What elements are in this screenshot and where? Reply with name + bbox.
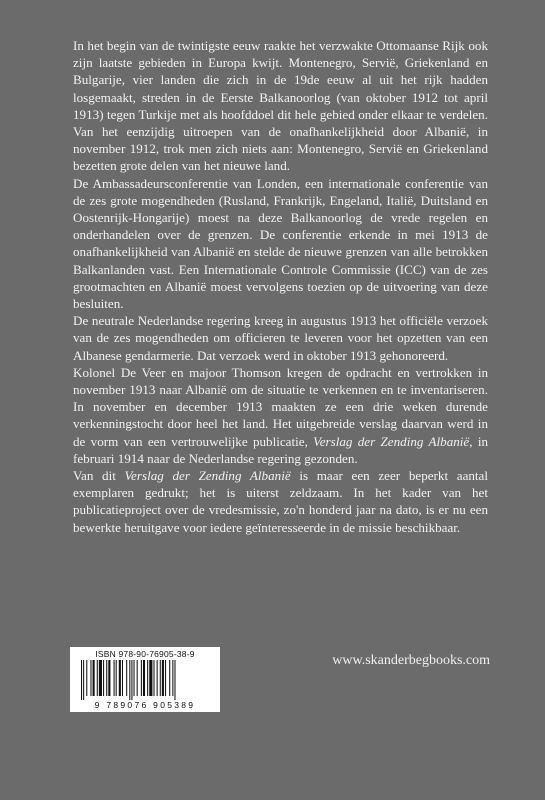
barcode-stripe [137, 660, 138, 696]
barcode-stripe [157, 660, 158, 696]
barcode-stripe [131, 660, 132, 700]
barcode-stripe [90, 660, 91, 696]
paragraph-4 [73, 364, 488, 467]
barcode-stripe [116, 660, 117, 696]
isbn-label: ISBN 978-90-76905-38-9 [95, 649, 195, 659]
barcode-stripe [99, 660, 102, 696]
paragraph-3: De neutrale Nederlandse regering kreeg in augustus 1913 het officiële verzoek van de zes mogendheden om officieren te leveren voor het opzetten van een Albanese gendarmerie. Dat verzoek werd in oktober 1913 gehonoreerd. [73, 313, 488, 363]
paragraph-4-end: , in februari 1914 naar de Nederlandse regering gezonden. [73, 433, 488, 466]
barcode-stripe [134, 660, 135, 696]
publisher-website: www.skanderbegbooks.com [332, 653, 490, 668]
barcode-stripe [126, 660, 127, 696]
barcode-stripe [114, 660, 115, 696]
paragraph-4-text: Kolonel De Veer en majoor Thomson kregen de opdracht en vertrokken in november 1913 naar Albanië om de situatie te verkennen en te inventariseren. In november en december 1913 maakten ze een drie weken durende verkenningstocht door heel het land. Het uitgebreide verslag daarvan werd in de vorm van een vertrouwelijke publicatie, [73, 364, 488, 449]
report-title-italic-2: Verslag der Zending Albanië [124, 468, 291, 484]
barcode-stripe [81, 660, 82, 700]
barcode-stripe [103, 660, 104, 696]
barcode-stripe [122, 660, 123, 696]
report-title-italic: Verslag der Zending Albanië [313, 433, 470, 449]
paragraph-5 [73, 467, 488, 536]
paragraph-1: In het begin van de twintigste eeuw raakte het verzwakte Ottomaanse Rijk ook zijn laatste gebieden in Europa kwijt. Montenegro, Servië, Griekenland en Bulgarije, vier landen die zich in de 19de eeuw al uit het rijk hadden losgemaakt, streden in de Eerste Balkanoorlog (van oktober 1912 tot april 1913) tegen Turkije met als hoofddoel dit hele gebied onder elkaar te verdelen. Van het eenzijdig uitroepen van de onafhankelijkheid door Albanië, in november 1912, trok men zich niets aan: Montenegro, Servië en Griekenland bezetten grote delen van het nieuwe land. [73, 38, 488, 174]
paragraph-2: De Ambassadeursconferentie van Londen, een internationale conferentie van de zes grote mogendheden (Rusland, Frankrijk, Engeland, Italië, Duitsland en Oostenrijk-Hongarije) moest na deze Balkanoorlog de vrede regelen en onderhandelen over de grenzen. De conferentie erkende in mei 1913 de onafhankelijkheid van Albanië en stelde de nieuwe grenzen van alle betrokken Balkanlanden vast. Een Internationale Controle Commissie (ICC) van de zes grootmachten en Albanië moest vervolgens toezien op de uitvoering van deze besluiten. [73, 175, 488, 312]
barcode-stripe [108, 660, 110, 696]
barcode-stripe [162, 660, 164, 696]
paragraph-5-end: is maar een zeer beperkt aantal exemplaren gedrukt; het is uiterst zeldzaam. In het kader van het publicatieproject over de vredesmissie, zo'n honderd jaar na dato, is er nu een bewerkte heruitgave voor iedere geïnteresseerde in de missie beschikbaar. [73, 468, 489, 535]
barcode-stripe [169, 660, 170, 696]
barcode-stripe [147, 660, 148, 696]
ean-digits: 9 789076 905389 [94, 700, 196, 710]
barcode-stripe [153, 660, 154, 696]
barcode-stripe [97, 660, 98, 696]
paragraph-5-start: Van dit [73, 468, 125, 484]
barcode-stripe [160, 660, 161, 696]
blurb-text [73, 37, 488, 536]
barcode-stripe [83, 660, 84, 700]
barcode-stripe [86, 660, 87, 696]
barcode-stripe [174, 660, 175, 700]
barcode-stripe [93, 660, 95, 696]
barcode-stripe [119, 660, 121, 696]
barcode [70, 647, 220, 712]
barcode-stripe [165, 660, 166, 696]
barcode-stripe [143, 660, 145, 696]
barcode-stripe [106, 660, 107, 696]
barcode-stripe [141, 660, 142, 696]
barcode-bars [77, 660, 213, 700]
barcode-stripe [149, 660, 152, 696]
barcode-stripe [129, 660, 130, 700]
barcode-stripe [172, 660, 173, 696]
